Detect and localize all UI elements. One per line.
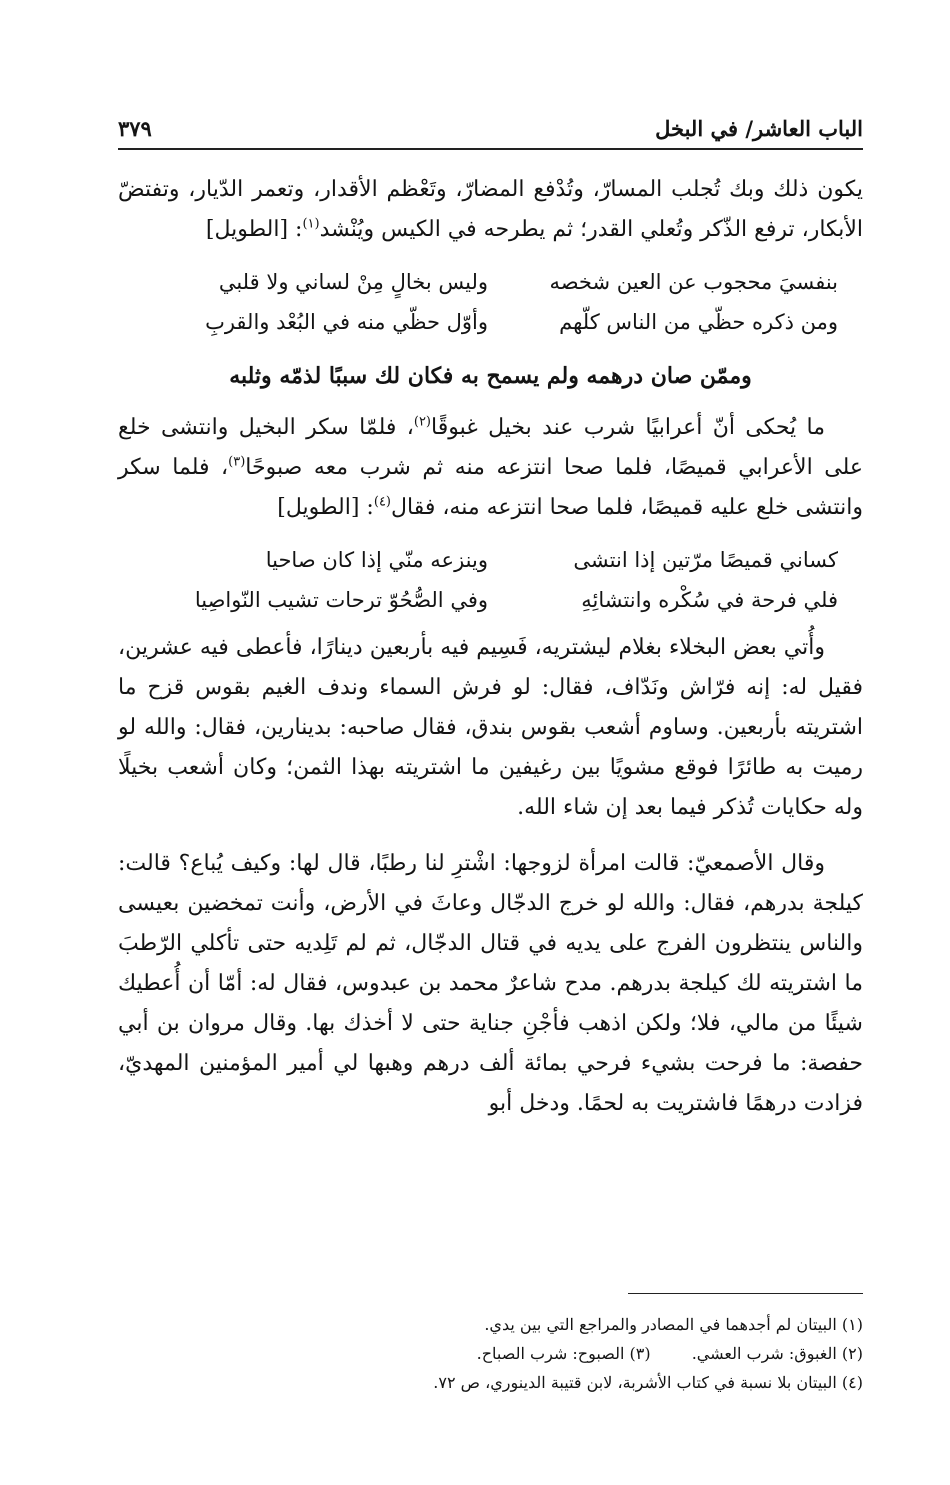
second-hemistich: وليس بخالٍ مِنْ لساني ولا قلبي <box>218 270 488 294</box>
meter-label: : [الطويل] <box>205 217 303 242</box>
footnote: (٤) البيتان بلا نسبة في كتاب الأشربة، لابن قتيبة الدينوري، ص ٧٢. <box>433 1373 863 1392</box>
first-hemistich: ومن ذكره حظّي من الناس كلّهم <box>559 310 838 334</box>
footnote-ref: (٣) <box>228 454 246 470</box>
poem <box>118 262 863 342</box>
paragraph <box>118 170 863 250</box>
main-text <box>118 170 863 1124</box>
paragraph <box>118 408 863 528</box>
first-hemistich: فلي فرحة في سُكْره وانتشائِهِ <box>581 588 838 612</box>
footnote-row <box>118 1339 863 1368</box>
paragraph-text: ، فلمّا سكر البخيل وانتشى خلع على الأعرابي قميصًا، فلما صحا انتزعه منه ثم شرب معه صبوحًا <box>118 415 864 480</box>
page-number: ٣٧٩ <box>118 116 152 141</box>
paragraph-gap <box>118 828 863 844</box>
running-header <box>118 112 863 150</box>
second-hemistich: وأوّل حظّي منه في البُعْد والقربِ <box>205 310 488 334</box>
footnote: (٣) الصبوح: شرب الصباح. <box>476 1344 651 1363</box>
verse-line <box>118 580 863 620</box>
paragraph-text: يكون ذلك وبك تُجلب المسارّ، وتُدْفع المضارّ، وتَعْظم الأقدار، وتعمر الدّيار، وتفتضّ الأبكار، ترفع الذّكر وتُعلي القدر؛ ثم يطرحه في الكيس ويُنْشد <box>118 177 863 242</box>
footnotes <box>118 1310 863 1397</box>
section-heading: وممّن صان درهمه ولم يسمح به فكان لك سببًا لذمّه وثلبه <box>229 363 752 389</box>
chapter-title: الباب العاشر/ في البخل <box>655 116 863 141</box>
meter-label: : [الطويل] <box>277 495 374 520</box>
verse-line <box>118 302 863 342</box>
footnote-divider <box>628 1293 863 1294</box>
paragraph-text: ما يُحكى أنّ أعرابيًا شرب عند بخيل غبوقًا <box>431 415 825 440</box>
second-hemistich: وفي الصُّحُوّ ترحات تشيب النّواصِيا <box>194 588 488 612</box>
poem <box>118 540 863 620</box>
verse-line <box>118 262 863 302</box>
footnote-ref: (٢) <box>413 414 431 430</box>
footnote: (١) البيتان لم أجدهما في المصادر والمراجع التي بين يدي. <box>484 1315 863 1334</box>
second-hemistich: وينزعه منّي إذا كان صاحيا <box>265 548 488 572</box>
paragraph: وقال الأصمعيّ: قالت امرأة لزوجها: اشْترِ لنا رطبًا، قال لها: وكيف يُباع؟ قالت: كيلجة بدرهم، فقال: والله لو خرج الدجّال وعاثَ في الأرض، وأنت تمخضين بعيسى والناس ينتظرون الفرج على يديه في قتال الدجّال، ثم لم تَلِديه حتى تأكلي الرّطبَ ما اشتريته لك كيلجة بدرهم. مدح شاعرٌ محمد بن عبدوس، فقال له: أمّا أن أُعطيك شيئًا من مالي، فلا؛ ولكن اذهب فأجْنِ جناية حتى لا أخذك بها. وقال مروان بن أبي حفصة: ما فرحت بشيء فرحي بمائة ألف درهم وهبها لي أمير المؤمنين المهديّ، فزادت درهمًا فاشتريت به لحمًا. ودخل أبو <box>118 851 863 1116</box>
footnote: (٢) الغبوق: شرب العشي. <box>691 1344 863 1363</box>
verse-line <box>118 540 863 580</box>
footnote-ref: (١) <box>302 216 320 232</box>
first-hemistich: كساني قميصًا مرّتين إذا انتشى <box>573 548 838 572</box>
footnote-ref: (٤) <box>373 494 391 510</box>
first-hemistich: بنفسيَ محجوب عن العين شخصه <box>549 270 838 294</box>
paragraph-text: ، فلما سكر وانتشى خلع عليه قميصًا، فلما صحا انتزعه منه، فقال <box>118 455 863 520</box>
paragraph: وأُتي بعض البخلاء بغلام ليشتريه، فَسِيم فيه بأربعين دينارًا، فأعطى فيه عشرين، فقيل له: إنه فرّاش ونَدّاف، فقال: لو فرش السماء وندف الغيم بقوس قزح ما اشتريته بأربعين. وساوم أشعب بقوس بندق، فقال صاحبه: بدينارين، فقال: والله لو رميت به طائرًا فوقع مشويًا بين رغيفين ما اشتريته بهذا الثمن؛ وكان أشعب بخيلًا وله حكايات تُذكر فيما بعد إن شاء الله. <box>118 635 863 820</box>
